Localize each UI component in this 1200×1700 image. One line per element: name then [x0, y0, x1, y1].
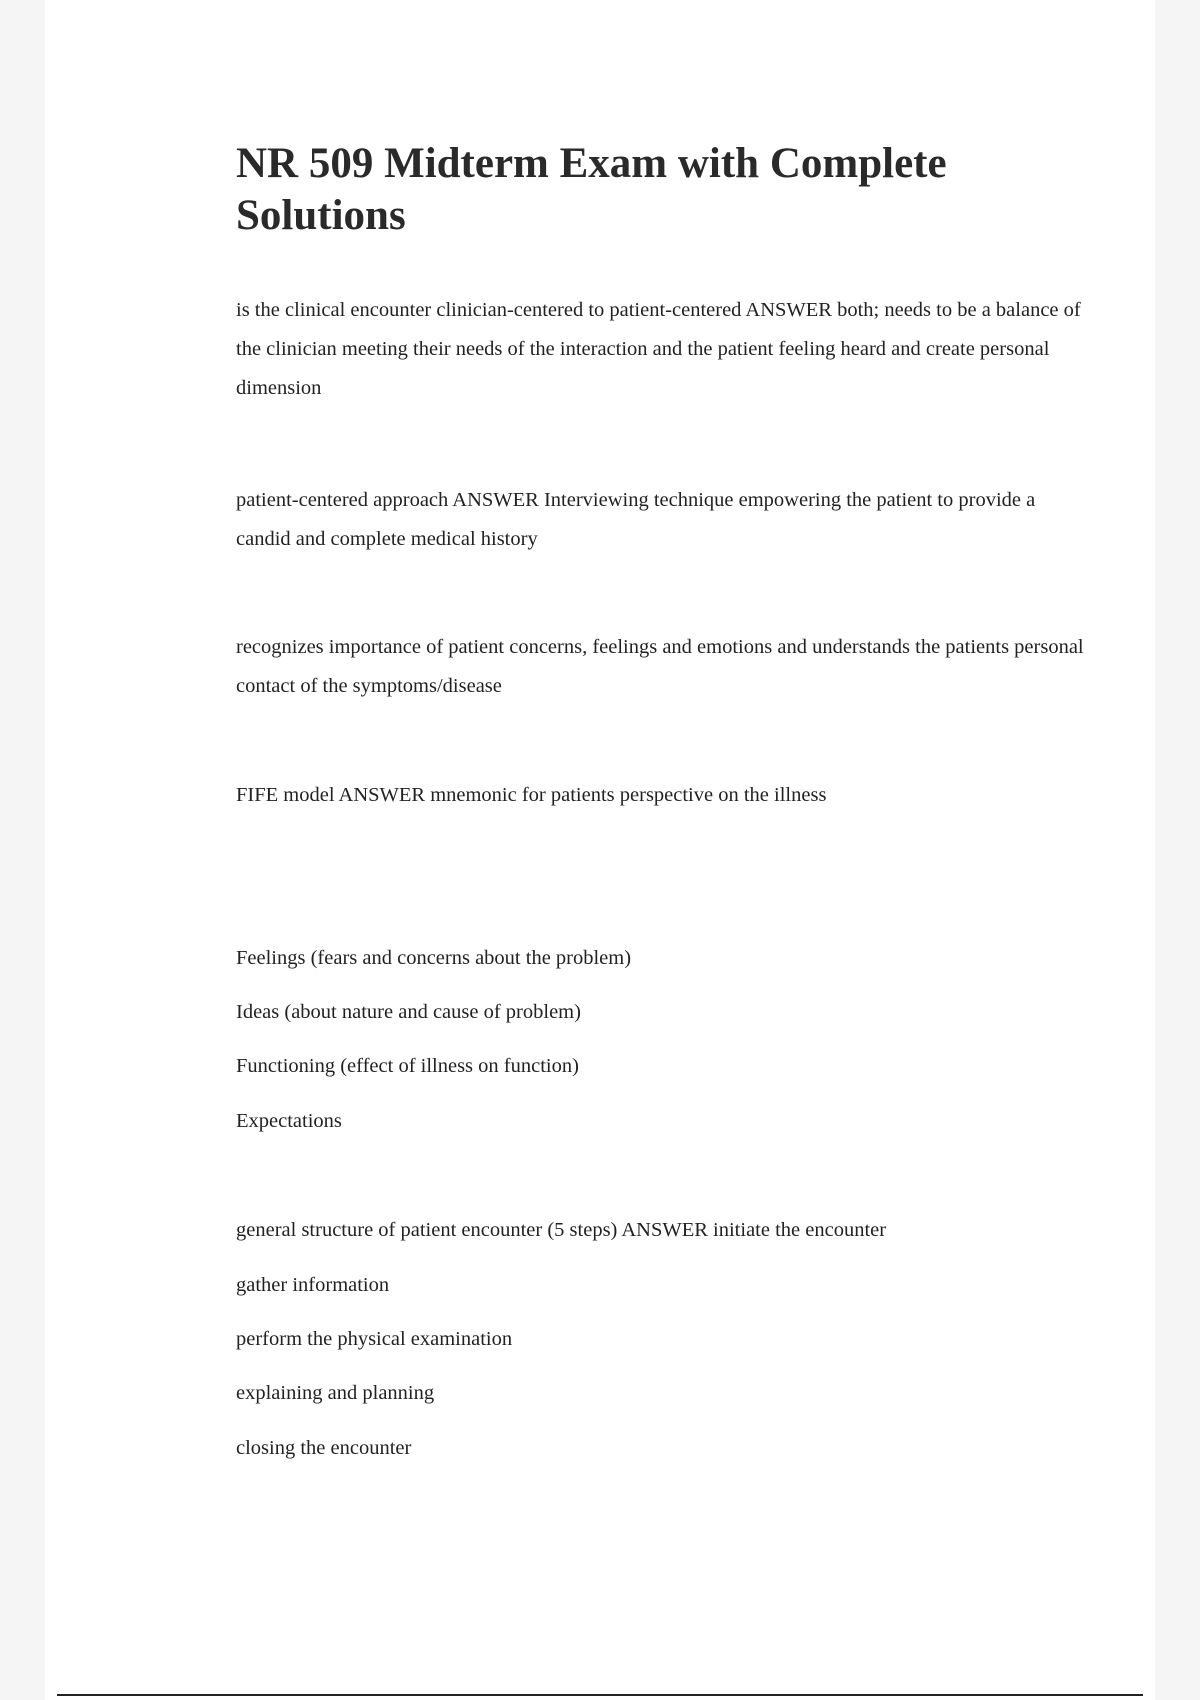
structure-line-gather: gather information	[236, 1274, 390, 1296]
structure-line-explain: explaining and planning	[236, 1382, 435, 1404]
structure-line-closing: closing the encounter	[236, 1437, 412, 1459]
qa-entry-fife-model: FIFE model ANSWER mnemonic for patients perspective on the illness	[236, 784, 827, 806]
fife-item-expectations: Expectations	[236, 1110, 342, 1132]
qa-entry-clinical-encounter: is the clinical encounter clinician-centered to patient-centered ANSWER both; needs to be a balance of the clinician meeting their needs of the interaction and the patient feeling heard and create personal dimension	[236, 299, 1081, 399]
fife-item-functioning: Functioning (effect of illness on function)	[236, 1055, 579, 1077]
fife-item-ideas: Ideas (about nature and cause of problem)	[236, 1001, 581, 1023]
fife-item-feelings: Feelings (fears and concerns about the problem)	[236, 947, 632, 969]
qa-entry-patient-centered-approach: patient-centered approach ANSWER Interviewing technique empowering the patient to provide a candid and complete medical history	[236, 489, 1036, 550]
structure-line-examine: perform the physical examination	[236, 1328, 513, 1350]
document-title: NR 509 Midterm Exam with Complete Solutions	[236, 140, 947, 239]
page-bottom-rule	[57, 1694, 1143, 1696]
document-page	[45, 0, 1155, 1700]
qa-entry-patient-concerns: recognizes importance of patient concerns, feelings and emotions and understands the patients personal contact of the symptoms/disease	[236, 636, 1084, 697]
structure-line-initiate: general structure of patient encounter (5 steps) ANSWER initiate the encounter	[236, 1219, 887, 1241]
